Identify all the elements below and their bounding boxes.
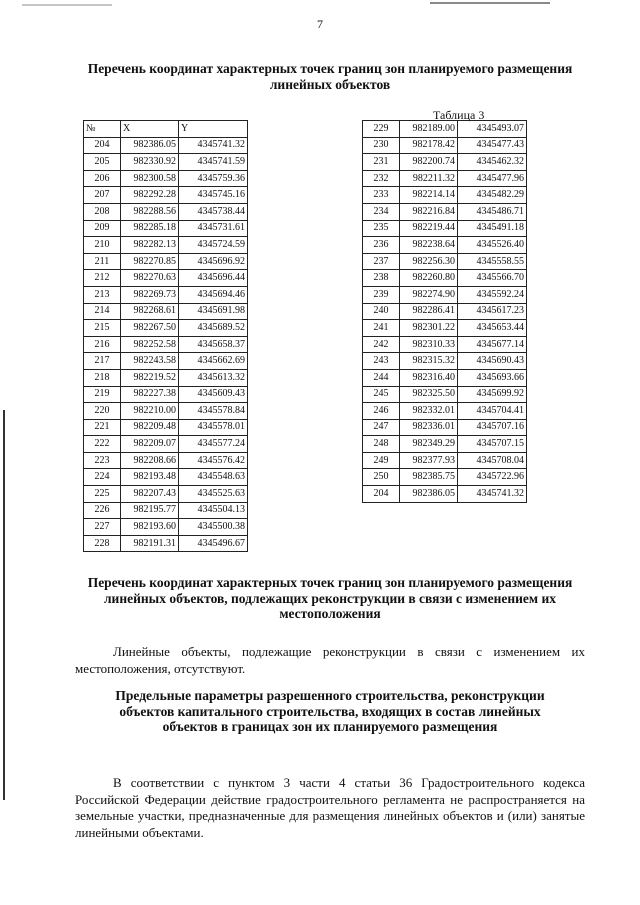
point-number-cell: 238 (363, 270, 400, 287)
point-number-cell: 236 (363, 237, 400, 254)
reconstruction-paragraph: Линейные объекты, подлежащие реконструкции в связи с изменением их местоположения, отсутствуют. (75, 644, 585, 676)
x-coordinate-cell: 982256.30 (400, 253, 458, 270)
x-coordinate-cell: 982219.44 (400, 220, 458, 237)
table-row (363, 121, 527, 138)
scan-artifact-left (22, 4, 112, 6)
table-row (363, 436, 527, 453)
y-coordinate-cell: 4345694.46 (179, 286, 248, 303)
y-coordinate-cell: 4345548.63 (179, 469, 248, 486)
point-number-cell: 229 (363, 121, 400, 138)
point-number-cell: 231 (363, 154, 400, 171)
table-row (363, 187, 527, 204)
table-row (363, 486, 527, 503)
x-coordinate-cell: 982316.40 (400, 369, 458, 386)
x-coordinate-cell: 982193.48 (121, 469, 179, 486)
x-coordinate-cell: 982200.74 (400, 154, 458, 171)
x-coordinate-cell: 982209.48 (121, 419, 179, 436)
y-coordinate-cell: 4345578.01 (179, 419, 248, 436)
point-number-cell: 219 (84, 386, 121, 403)
y-coordinate-cell: 4345707.16 (458, 419, 527, 436)
point-number-cell: 218 (84, 369, 121, 386)
y-coordinate-cell: 4345566.70 (458, 270, 527, 287)
y-coordinate-cell: 4345724.59 (179, 237, 248, 254)
y-coordinate-cell: 4345482.29 (458, 187, 527, 204)
section-title-coordinates: Перечень координат характерных точек границ зон планируемого размещения линейных объектов (87, 61, 573, 92)
y-coordinate-cell: 4345696.44 (179, 270, 248, 287)
x-coordinate-cell: 982178.42 (400, 137, 458, 154)
y-coordinate-cell: 4345699.92 (458, 386, 527, 403)
y-coordinate-cell: 4345707.15 (458, 436, 527, 453)
point-number-cell: 241 (363, 320, 400, 337)
point-number-cell: 248 (363, 436, 400, 453)
column-header-y: Y (179, 121, 248, 138)
point-number-cell: 237 (363, 253, 400, 270)
point-number-cell: 212 (84, 270, 121, 287)
point-number-cell: 214 (84, 303, 121, 320)
x-coordinate-cell: 982286.41 (400, 303, 458, 320)
point-number-cell: 224 (84, 469, 121, 486)
point-number-cell: 221 (84, 419, 121, 436)
table-row (363, 303, 527, 320)
x-coordinate-cell: 982195.77 (121, 502, 179, 519)
x-coordinate-cell: 982207.43 (121, 486, 179, 503)
x-coordinate-cell: 982219.52 (121, 369, 179, 386)
point-number-cell: 210 (84, 237, 121, 254)
y-coordinate-cell: 4345477.43 (458, 137, 527, 154)
x-coordinate-cell: 982292.28 (121, 187, 179, 204)
point-number-cell: 234 (363, 203, 400, 220)
x-coordinate-cell: 982238.64 (400, 237, 458, 254)
y-coordinate-cell: 4345526.40 (458, 237, 527, 254)
table-row (84, 535, 248, 552)
point-number-cell: 240 (363, 303, 400, 320)
x-coordinate-cell: 982330.92 (121, 154, 179, 171)
y-coordinate-cell: 4345613.32 (179, 369, 248, 386)
y-coordinate-cell: 4345653.44 (458, 320, 527, 337)
y-coordinate-cell: 4345504.13 (179, 502, 248, 519)
point-number-cell: 217 (84, 353, 121, 370)
x-coordinate-cell: 982288.56 (121, 203, 179, 220)
point-number-cell: 239 (363, 286, 400, 303)
point-number-cell: 230 (363, 137, 400, 154)
table-row (84, 270, 248, 287)
x-coordinate-cell: 982267.50 (121, 320, 179, 337)
x-coordinate-cell: 982252.58 (121, 336, 179, 353)
table-row (363, 286, 527, 303)
x-coordinate-cell: 982349.29 (400, 436, 458, 453)
x-coordinate-cell: 982210.00 (121, 403, 179, 420)
point-number-cell: 215 (84, 320, 121, 337)
point-number-cell: 220 (84, 403, 121, 420)
table-row (363, 452, 527, 469)
table-row (84, 419, 248, 436)
y-coordinate-cell: 4345609.43 (179, 386, 248, 403)
x-coordinate-cell: 982268.61 (121, 303, 179, 320)
y-coordinate-cell: 4345738.44 (179, 203, 248, 220)
point-number-cell: 233 (363, 187, 400, 204)
table-row (84, 486, 248, 503)
y-coordinate-cell: 4345731.61 (179, 220, 248, 237)
scan-margin-line (3, 410, 5, 800)
column-header-x: X (121, 121, 179, 138)
table-row (84, 386, 248, 403)
table-row (363, 253, 527, 270)
y-coordinate-cell: 4345525.63 (179, 486, 248, 503)
y-coordinate-cell: 4345462.32 (458, 154, 527, 171)
x-coordinate-cell: 982211.32 (400, 170, 458, 187)
y-coordinate-cell: 4345576.42 (179, 452, 248, 469)
table-row (363, 353, 527, 370)
table-header-row (84, 121, 248, 138)
table-row (363, 386, 527, 403)
table-row (84, 403, 248, 420)
x-coordinate-cell: 982208.66 (121, 452, 179, 469)
x-coordinate-cell: 982301.22 (400, 320, 458, 337)
y-coordinate-cell: 4345745.16 (179, 187, 248, 204)
table-row (363, 170, 527, 187)
table-row (84, 220, 248, 237)
y-coordinate-cell: 4345578.84 (179, 403, 248, 420)
parameters-paragraph: В соответствии с пунктом 3 части 4 статьи 36 Градостроительного кодекса Российской Федерации действие градостроительного регламента не распространяется на земельные участки, предназначенные для размещения линейных объектов и (или) занятые линейными объектами. (75, 775, 585, 840)
table-row (84, 203, 248, 220)
point-number-cell: 207 (84, 187, 121, 204)
table-row (84, 170, 248, 187)
section-title-reconstruction: Перечень координат характерных точек границ зон планируемого размещения линейных объектов, подлежащих реконструкции в связи с изменением их местоположения (87, 575, 573, 621)
table-row (84, 452, 248, 469)
point-number-cell: 235 (363, 220, 400, 237)
x-coordinate-cell: 982285.18 (121, 220, 179, 237)
table-row (84, 336, 248, 353)
table-row (363, 270, 527, 287)
x-coordinate-cell: 982310.33 (400, 336, 458, 353)
x-coordinate-cell: 982325.50 (400, 386, 458, 403)
x-coordinate-cell: 982270.63 (121, 270, 179, 287)
x-coordinate-cell: 982189.00 (400, 121, 458, 138)
point-number-cell: 226 (84, 502, 121, 519)
point-number-cell: 222 (84, 436, 121, 453)
y-coordinate-cell: 4345689.52 (179, 320, 248, 337)
scan-artifact-right (430, 2, 550, 4)
table-row (84, 369, 248, 386)
point-number-cell: 205 (84, 154, 121, 171)
y-coordinate-cell: 4345662.69 (179, 353, 248, 370)
point-number-cell: 227 (84, 519, 121, 536)
y-coordinate-cell: 4345708.04 (458, 452, 527, 469)
x-coordinate-cell: 982243.58 (121, 353, 179, 370)
table-row (84, 253, 248, 270)
point-number-cell: 228 (84, 535, 121, 552)
page-number: 7 (317, 17, 323, 31)
point-number-cell: 206 (84, 170, 121, 187)
x-coordinate-cell: 982260.80 (400, 270, 458, 287)
table-row (84, 154, 248, 171)
y-coordinate-cell: 4345558.55 (458, 253, 527, 270)
table-row (363, 469, 527, 486)
table-row (363, 369, 527, 386)
table-row (363, 336, 527, 353)
x-coordinate-cell: 982216.84 (400, 203, 458, 220)
y-coordinate-cell: 4345617.23 (458, 303, 527, 320)
point-number-cell: 243 (363, 353, 400, 370)
table-row (84, 436, 248, 453)
table-row (363, 203, 527, 220)
table-row (363, 320, 527, 337)
x-coordinate-cell: 982214.14 (400, 187, 458, 204)
table-row (363, 419, 527, 436)
table-row (84, 502, 248, 519)
point-number-cell: 223 (84, 452, 121, 469)
table-row (84, 519, 248, 536)
table-row (84, 353, 248, 370)
point-number-cell: 244 (363, 369, 400, 386)
y-coordinate-cell: 4345704.41 (458, 403, 527, 420)
y-coordinate-cell: 4345500.38 (179, 519, 248, 536)
y-coordinate-cell: 4345696.92 (179, 253, 248, 270)
point-number-cell: 204 (363, 486, 400, 503)
point-number-cell: 211 (84, 253, 121, 270)
x-coordinate-cell: 982336.01 (400, 419, 458, 436)
point-number-cell: 246 (363, 403, 400, 420)
y-coordinate-cell: 4345477.96 (458, 170, 527, 187)
point-number-cell: 213 (84, 286, 121, 303)
coordinates-table-left (83, 120, 248, 552)
x-coordinate-cell: 982386.05 (400, 486, 458, 503)
point-number-cell: 225 (84, 486, 121, 503)
x-coordinate-cell: 982300.58 (121, 170, 179, 187)
table-row (363, 403, 527, 420)
table-row (84, 187, 248, 204)
table-row (363, 237, 527, 254)
column-header-number: № (84, 121, 121, 138)
y-coordinate-cell: 4345486.71 (458, 203, 527, 220)
x-coordinate-cell: 982385.75 (400, 469, 458, 486)
y-coordinate-cell: 4345592.24 (458, 286, 527, 303)
point-number-cell: 245 (363, 386, 400, 403)
y-coordinate-cell: 4345741.32 (458, 486, 527, 503)
x-coordinate-cell: 982191.31 (121, 535, 179, 552)
point-number-cell: 216 (84, 336, 121, 353)
x-coordinate-cell: 982315.32 (400, 353, 458, 370)
point-number-cell: 247 (363, 419, 400, 436)
table-row (84, 286, 248, 303)
y-coordinate-cell: 4345741.32 (179, 137, 248, 154)
point-number-cell: 242 (363, 336, 400, 353)
table-row (84, 237, 248, 254)
coordinates-table-right (362, 120, 527, 503)
point-number-cell: 208 (84, 203, 121, 220)
y-coordinate-cell: 4345693.66 (458, 369, 527, 386)
table-row (84, 137, 248, 154)
y-coordinate-cell: 4345677.14 (458, 336, 527, 353)
section-title-parameters: Предельные параметры разрешенного строительства, реконструкции объектов капитального строительства, входящих в состав линейных объектов в границах зон их планируемого размещения (115, 688, 545, 734)
x-coordinate-cell: 982227.38 (121, 386, 179, 403)
y-coordinate-cell: 4345690.43 (458, 353, 527, 370)
y-coordinate-cell: 4345741.59 (179, 154, 248, 171)
table-row (84, 469, 248, 486)
y-coordinate-cell: 4345491.18 (458, 220, 527, 237)
y-coordinate-cell: 4345722.96 (458, 469, 527, 486)
x-coordinate-cell: 982386.05 (121, 137, 179, 154)
x-coordinate-cell: 982282.13 (121, 237, 179, 254)
point-number-cell: 249 (363, 452, 400, 469)
x-coordinate-cell: 982193.60 (121, 519, 179, 536)
point-number-cell: 232 (363, 170, 400, 187)
table-row (84, 320, 248, 337)
y-coordinate-cell: 4345577.24 (179, 436, 248, 453)
y-coordinate-cell: 4345496.67 (179, 535, 248, 552)
table-caption: Таблица 3 (433, 108, 485, 122)
table-row (363, 220, 527, 237)
point-number-cell: 204 (84, 137, 121, 154)
point-number-cell: 209 (84, 220, 121, 237)
y-coordinate-cell: 4345658.37 (179, 336, 248, 353)
y-coordinate-cell: 4345691.98 (179, 303, 248, 320)
y-coordinate-cell: 4345493.07 (458, 121, 527, 138)
x-coordinate-cell: 982377.93 (400, 452, 458, 469)
x-coordinate-cell: 982274.90 (400, 286, 458, 303)
point-number-cell: 250 (363, 469, 400, 486)
table-row (84, 303, 248, 320)
x-coordinate-cell: 982269.73 (121, 286, 179, 303)
x-coordinate-cell: 982332.01 (400, 403, 458, 420)
y-coordinate-cell: 4345759.36 (179, 170, 248, 187)
table-row (363, 137, 527, 154)
x-coordinate-cell: 982209.07 (121, 436, 179, 453)
table-row (363, 154, 527, 171)
x-coordinate-cell: 982270.85 (121, 253, 179, 270)
